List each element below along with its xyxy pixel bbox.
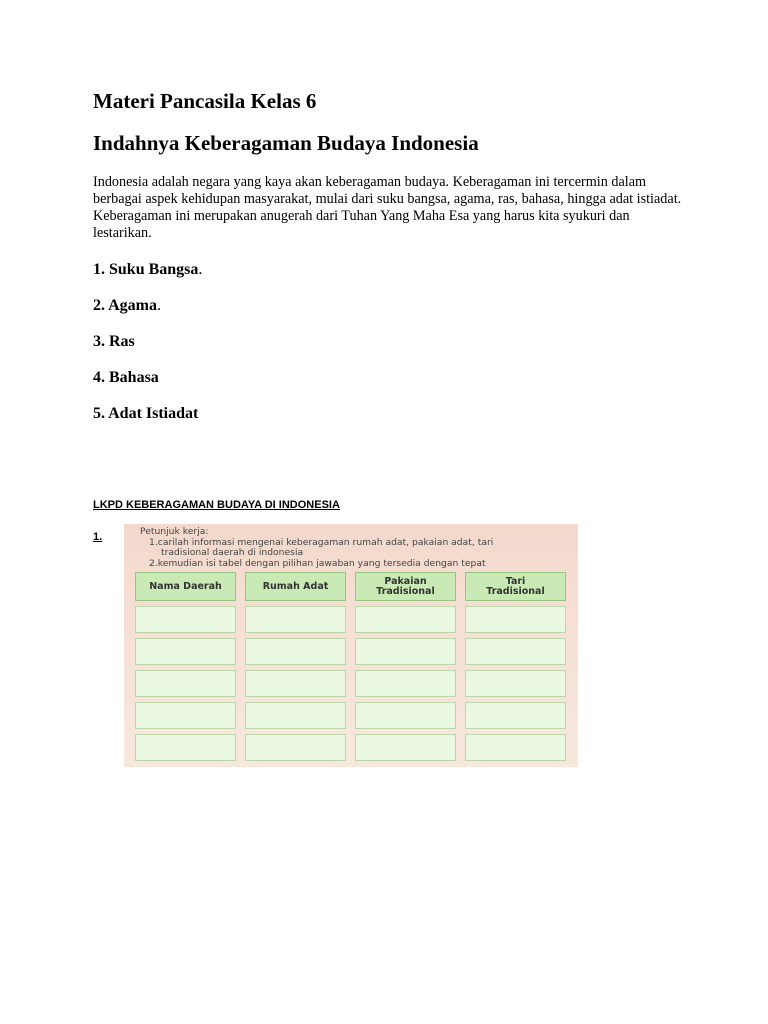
- worksheet-instructions: [140, 527, 493, 569]
- empty-answer-cell: [135, 670, 236, 697]
- instruction-line: tradisional daerah di indonesia: [161, 547, 304, 558]
- aspects-list: [93, 260, 683, 424]
- column-header: Nama Daerah: [135, 572, 236, 601]
- empty-answer-cell: [245, 702, 346, 729]
- table-row: [135, 734, 575, 766]
- aspect-suffix: .: [157, 297, 161, 314]
- empty-answer-cell: [135, 734, 236, 761]
- lkpd-heading: LKPD KEBERAGAMAN BUDAYA DI INDONESIA: [93, 499, 340, 511]
- table-row: [135, 638, 575, 670]
- empty-answer-cell: [465, 638, 566, 665]
- list-item: [93, 296, 683, 316]
- worksheet-table: [135, 572, 575, 766]
- aspect-label: 5. Adat Istiadat: [93, 405, 199, 422]
- list-item: [93, 404, 683, 424]
- list-item: [93, 368, 683, 388]
- column-header: Tari Tradisional: [465, 572, 566, 601]
- aspect-label: 1. Suku Bangsa: [93, 261, 199, 278]
- column-header: Rumah Adat: [245, 572, 346, 601]
- table-header-row: [135, 572, 575, 606]
- list-item: [93, 260, 683, 280]
- empty-answer-cell: [465, 606, 566, 633]
- instructions-heading: Petunjuk kerja:: [140, 526, 209, 537]
- aspect-label: 4. Bahasa: [93, 369, 159, 386]
- empty-answer-cell: [355, 638, 456, 665]
- page-title: Materi Pancasila Kelas 6: [93, 89, 317, 113]
- empty-answer-cell: [465, 702, 566, 729]
- table-row: [135, 670, 575, 702]
- section-title: Indahnya Keberagaman Budaya Indonesia: [93, 131, 479, 155]
- table-row: [135, 702, 575, 734]
- empty-answer-cell: [245, 606, 346, 633]
- document-body: [93, 88, 683, 440]
- empty-answer-cell: [465, 670, 566, 697]
- table-body: [135, 606, 575, 766]
- table-row: [135, 606, 575, 638]
- empty-answer-cell: [355, 734, 456, 761]
- empty-answer-cell: [355, 670, 456, 697]
- worksheet-image: [124, 524, 578, 767]
- empty-answer-cell: [465, 734, 566, 761]
- empty-answer-cell: [355, 702, 456, 729]
- empty-answer-cell: [245, 734, 346, 761]
- empty-answer-cell: [245, 670, 346, 697]
- aspect-label: 3. Ras: [93, 333, 135, 350]
- empty-answer-cell: [135, 638, 236, 665]
- aspect-suffix: .: [198, 261, 203, 278]
- instruction-line: 1.carilah informasi mengenai keberagaman rumah adat, pakaian adat, tari: [149, 536, 494, 548]
- empty-answer-cell: [245, 638, 346, 665]
- aspect-label: 2. Agama: [93, 297, 157, 314]
- intro-paragraph: Indonesia adalah negara yang kaya akan keberagaman budaya. Keberagaman ini tercermin dalam berbagai aspek kehidupan masyarakat, mulai dari suku bangsa, agama, ras, bahasa, hingga adat istiadat. Keberagaman ini merupakan anugerah dari Tuhan Yang Maha Esa yang harus kita syukuri dan lestarikan.: [93, 174, 682, 241]
- empty-answer-cell: [135, 702, 236, 729]
- empty-answer-cell: [135, 606, 236, 633]
- empty-answer-cell: [355, 606, 456, 633]
- column-header: Pakaian Tradisional: [355, 572, 456, 601]
- item-number: 1.: [93, 531, 103, 543]
- instruction-line: 2.kemudian isi tabel dengan pilihan jawaban yang tersedia dengan tepat: [149, 557, 486, 569]
- list-item: [93, 332, 683, 352]
